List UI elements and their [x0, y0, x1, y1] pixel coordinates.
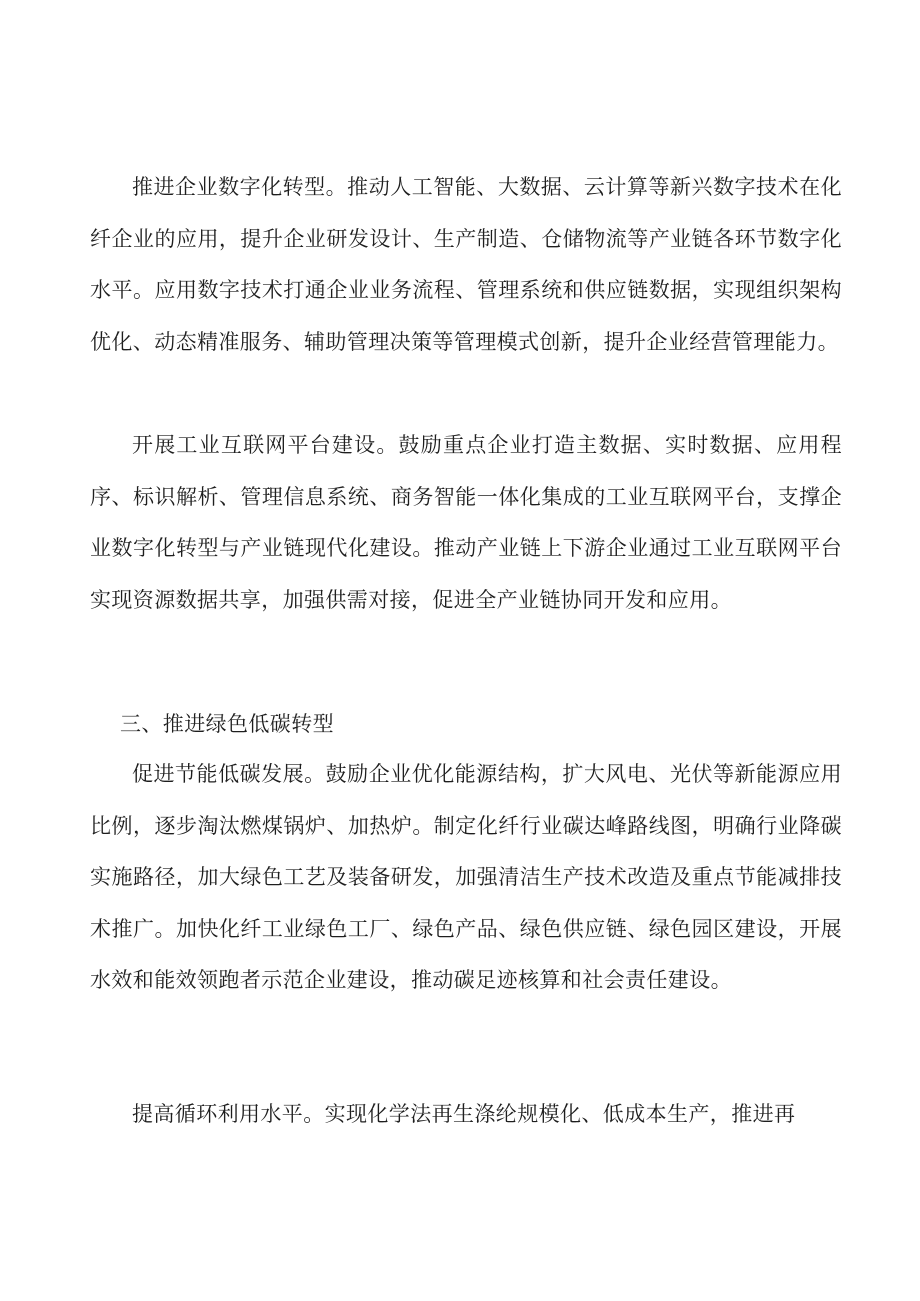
paragraph-digital-transformation: 推进企业数字化转型。推动人工智能、大数据、云计算等新兴数字技术在化纤企业的应用，提升企业研发设计、生产制造、仓储物流等产业链各环节数字化水平。应用数字技术打通企业业务流程、管理系统和供应链数据，实现组织架构优化、动态精准服务、辅助管理决策等管理模式创新，提升企业经营管理能力。: [90, 175, 842, 354]
paragraph-low-carbon: 促进节能低碳发展。鼓励企业优化能源结构，扩大风电、光伏等新能源应用比例，逐步淘汰燃煤锅炉、加热炉。制定化纤行业碳达峰路线图，明确行业降碳实施路径，加大绿色工艺及装备研发，加强清洁生产技术改造及重点节能减排技术推广。加快化纤工业绿色工厂、绿色产品、绿色供应链、绿色园区建设，开展水效和能效领跑者示范企业建设，推动碳足迹核算和社会责任建设。: [90, 762, 842, 993]
paragraph-recycling: 提高循环利用水平。实现化学法再生涤纶规模化、低成本生产，推进再: [132, 1102, 796, 1126]
section-heading: 三、推进绿色低碳转型: [120, 712, 334, 736]
paragraph-industrial-internet: 开展工业互联网平台建设。鼓励重点企业打造主数据、实时数据、应用程序、标识解析、管理信息系统、商务智能一体化集成的工业互联网平台，支撑企业数字化转型与产业链现代化建设。推动产业链上下游企业通过工业互联网平台实现资源数据共享，加强供需对接，促进全产业链协同开发和应用。: [90, 433, 842, 612]
